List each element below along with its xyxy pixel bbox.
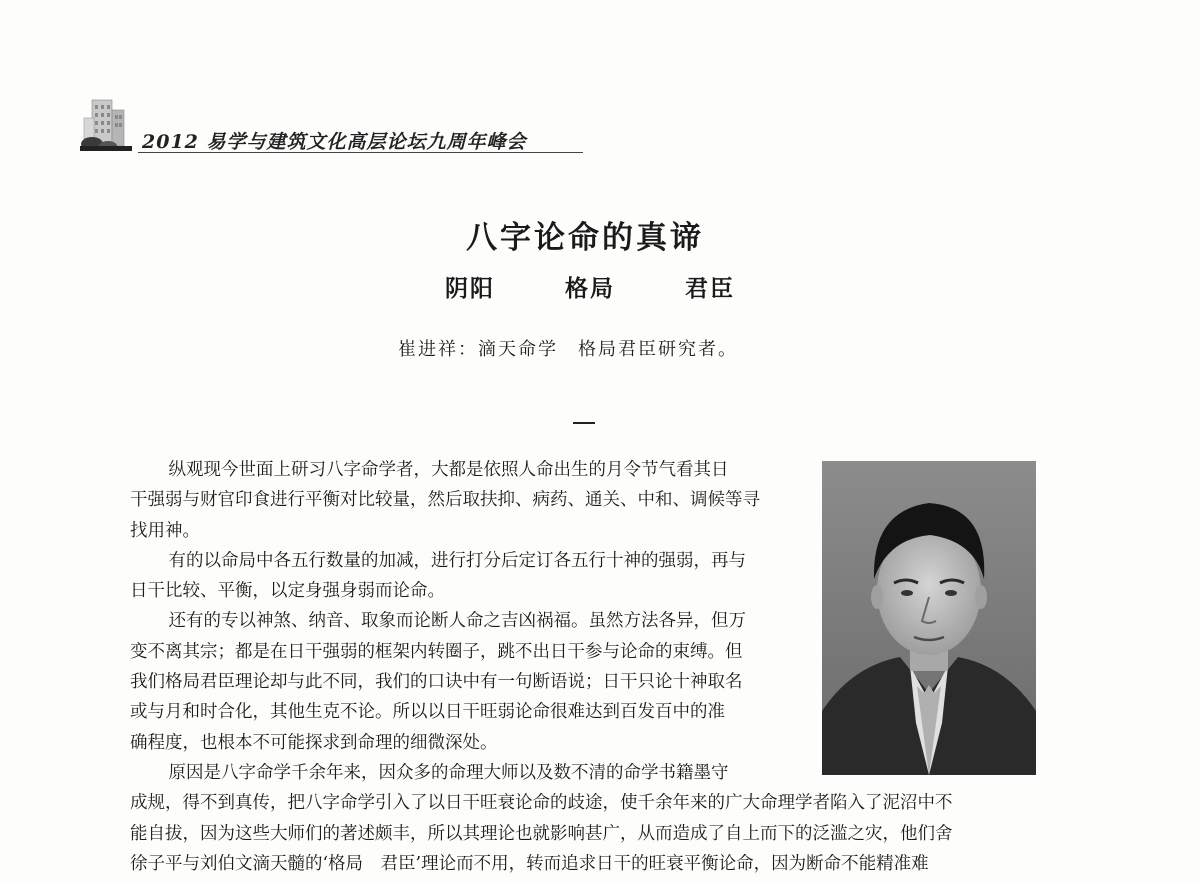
- text-line: 干强弱与财官印食进行平衡对比较量，然后取扶抑、病药、通关、中和、调候等寻: [130, 490, 760, 511]
- text-line: 徐子平与刘伯文滴天髓的‘格局 君臣’理论而不用，转而追求日干的旺衰平衡论命，因为断命不能精准难: [130, 853, 929, 874]
- author-line: 崔进祥：滴天命学 格局君臣研究者。: [398, 339, 738, 360]
- text-line: 原因是八字命学千余年来，因众多的命理大师以及数不清的命学书籍墨守: [168, 762, 729, 783]
- text-line: 能自拔，因为这些大师们的著述颇丰，所以其理论也就影响甚广，从而造成了自上而下的泛滥之灾，他们舍: [130, 823, 953, 844]
- text-line: 我们格局君臣理论却与此不同，我们的口诀中有一句断语说；日干只论十神取名: [130, 672, 743, 693]
- text-line: 成规，得不到真传，把八字命学引入了以日干旺衰论命的歧途，使千余年来的广大命理学者陷入了泥沼中不: [130, 793, 953, 814]
- section-number: [573, 422, 595, 424]
- body-paragraph: [130, 546, 805, 607]
- article-body: [130, 455, 1040, 879]
- building-emblem-icon: [78, 96, 136, 154]
- text-line: 确程度，也根本不可能探求到命理的细微深处。: [130, 732, 498, 753]
- subtitle-part: 君臣: [685, 275, 735, 302]
- text-line: 还有的专以神煞、纳音、取象而论断人命之吉凶祸福。虽然方法各异，但万: [168, 611, 746, 632]
- text-line: 变不离其宗；都是在日干强弱的框架内转圈子，跳不出日干参与论命的束缚。但: [130, 641, 743, 662]
- body-paragraph: [130, 758, 1040, 879]
- running-header: [78, 96, 598, 156]
- article-subtitle: [445, 270, 735, 303]
- article-title: 八字论命的真谛: [466, 220, 704, 256]
- text-line: 纵观现今世面上研习八字命学者，大都是依照人命出生的月令节气看其日: [168, 460, 729, 480]
- text-line: 日干比较、平衡，以定身强身弱而论命。: [130, 581, 445, 602]
- body-paragraph: [130, 455, 805, 546]
- header-title: 2012 易学与建筑文化高层论坛九周年峰会: [142, 131, 527, 153]
- text-line: 或与月和时合化，其他生克不论。所以以日干旺弱论命很难达到百发百中的准: [130, 702, 725, 723]
- header-divider: [138, 152, 583, 153]
- body-paragraph: [130, 606, 805, 757]
- subtitle-part: 阴阳: [445, 275, 495, 302]
- text-line: 找用神。: [130, 520, 200, 541]
- subtitle-part: 格局: [565, 275, 615, 302]
- text-line: 有的以命局中各五行数量的加减，进行打分后定订各五行十神的强弱，再与: [168, 550, 746, 571]
